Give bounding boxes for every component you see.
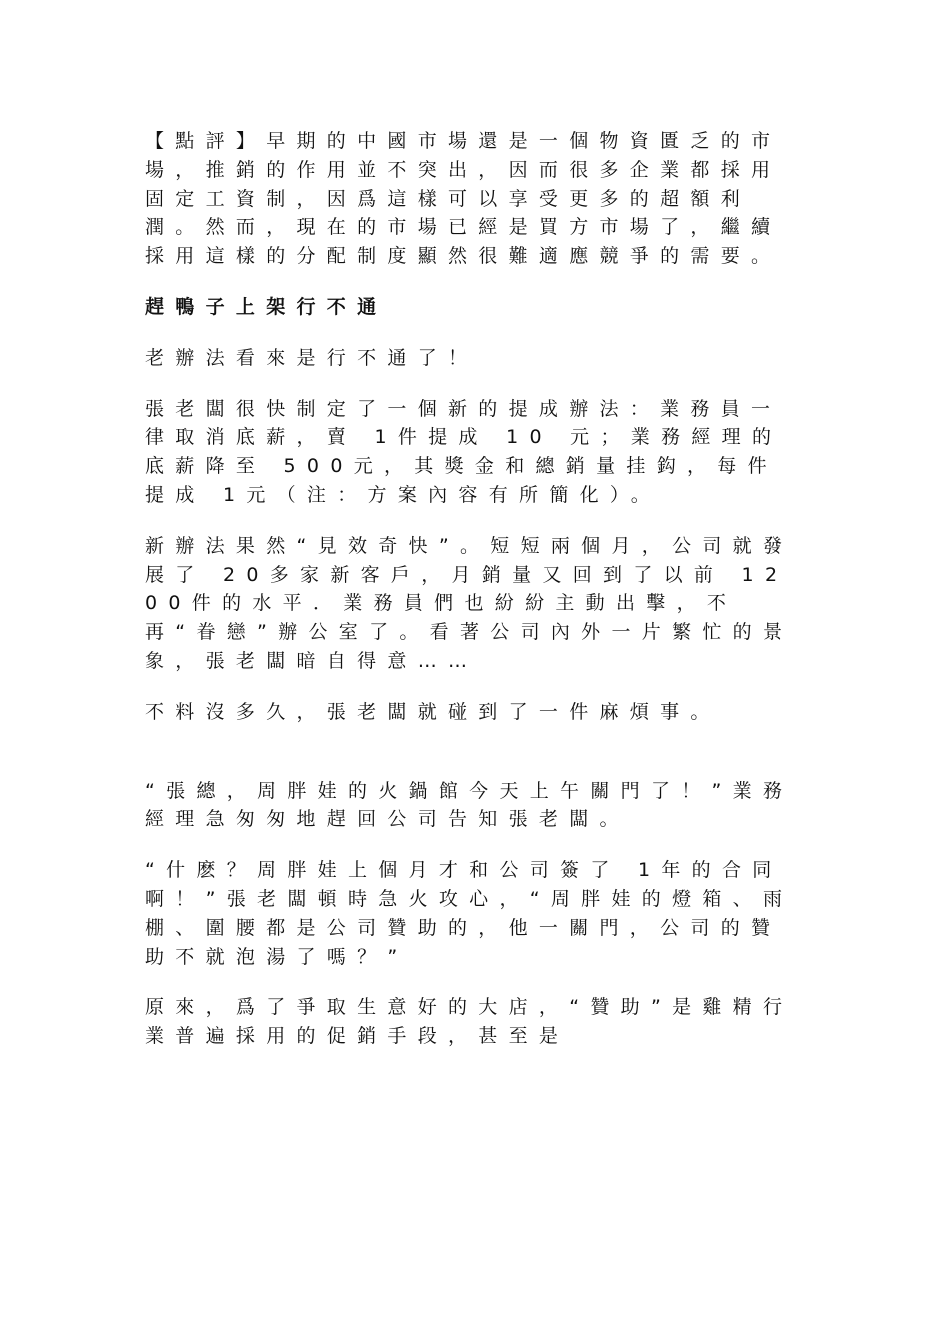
dialogue-paragraph: “什麽？周胖娃上個月才和公司簽了 1年的合同啊！”張老闆頓時急火攻心，“周胖娃的燈箱、雨棚、圍腰都是公司贊助的，他一關門，公司的贊助不就泡湯了嗎？” — [145, 859, 794, 968]
document-body — [145, 127, 795, 1073]
section-heading: 趕鴨子上架行不通 — [145, 295, 388, 318]
body-paragraph: 不料沒多久，張老闆就碰到了一件麻煩事。 — [145, 700, 721, 723]
body-paragraph: 新辦法果然“見效奇快”。短短兩個月，公司就發展了 20多家新客戶，月銷量又回到了以前 1200件的水平．業務員們也紛紛主動出擊，不再“眷戀”辦公室了。看著公司內外一片繁忙的景象，張老闆暗自得意…… — [145, 534, 794, 672]
commentary-paragraph: 【點評】早期的中國市場還是一個物資匱乏的市場，推銷的作用並不突出，因而很多企業都採用固定工資制，因爲這樣可以享受更多的超額利潤。然而，現在的市場已經是買方市場了，繼續採用這樣的分配制度顯然很難適應競爭的需要。 — [145, 130, 782, 268]
body-paragraph: 原來，爲了爭取生意好的大店，“贊助”是雞精行業普遍採用的促銷手段，甚至是 — [145, 996, 794, 1048]
body-paragraph: 張老闆很快制定了一個新的提成辦法：業務員一律取消底薪，賣 1件提成 10 元；業務經理的底薪降至 500元，其獎金和總銷量挂鈎，每件提成 1元（注：方案內容有所簡化）。 — [145, 397, 783, 506]
dialogue-paragraph: “張總，周胖娃的火鍋館今天上午關門了！”業務經理急匆匆地趕回公司告知張老闆。 — [145, 779, 794, 831]
body-paragraph: 老辦法看來是行不通了！ — [145, 346, 479, 369]
